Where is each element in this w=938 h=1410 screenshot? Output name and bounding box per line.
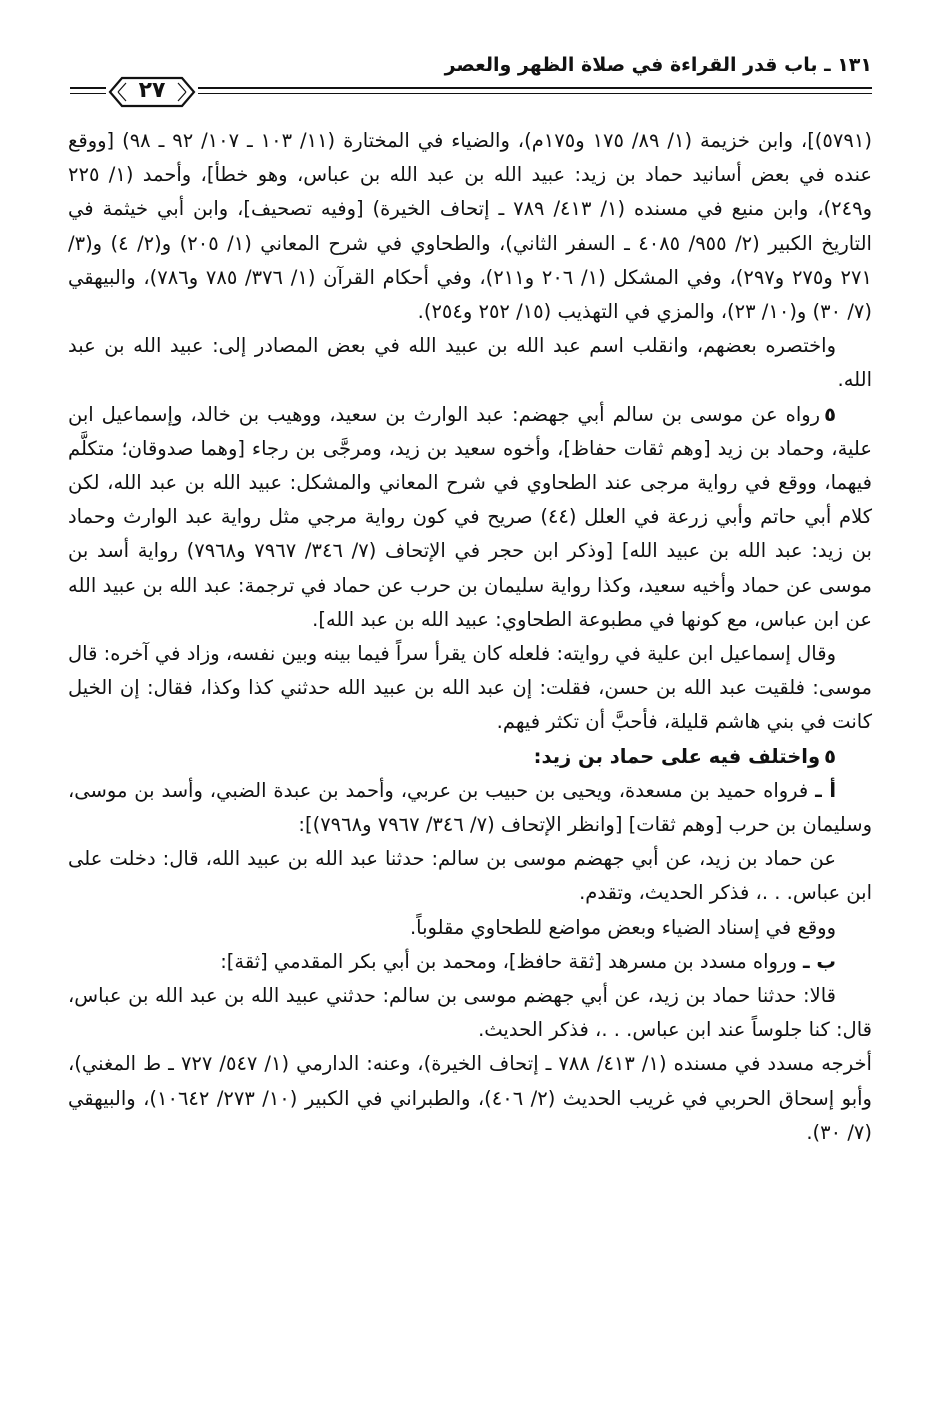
paragraph-text: رواه عن موسى بن سالم أبي جهضم: عبد الوارث بن سعيد، ووهيب بن خالد، وإسماعيل ابن علية، وحماد بن زيد [وهم ثقات حفاظ]، وأخوه سعيد بن زيد، ومرجَّى بن رجاء [وهما صدوقان؛ متكلَّم فيهما، ووقع في رواية مرجى عند الطحاوي في شرح المعاني والمشكل: عبيد الله بن عبد الله، لكن كلام أبي حاتم وأبي زرعة في العلل (٤٤) صريح في كون رواية مرجي مثل رواية عبد الوارث وحماد بن زيد: عبد الله بن عبيد الله] [وذكر ابن حجر في الإتحاف (٧/ ٣٤٦/ ٧٩٦٧ و٧٩٦٨) رواية أسد بن موسى عن حماد وأخيه سعيد، وكذا رواية سليمان بن حرب عن حماد في ترجمة: عبد الله بن عبيد الله عن ابن عباس، مع كونها في مطبوعة الطحاوي: عبيد الله بن عبد الله].	[68, 402, 872, 631]
list-letter: ب ـ	[802, 949, 836, 973]
page-body	[68, 124, 872, 1150]
paragraph-sources	[68, 124, 872, 329]
page-number-badge	[106, 74, 198, 110]
paragraph-takhrij	[68, 1047, 872, 1150]
paragraph-text: (٥٧٩١)]، وابن خزيمة (١/ ٨٩/ ١٧٥ و١٧٥م)، والضياء في المختارة (١١/ ١٠٣ ـ ١٠٧/ ٩٢ ـ ٩٨) [ووقع عنده في بعض أسانيد حماد بن زيد: عبيد الله بن عبد الله بن عباس، وهو خطأ]، وأحمد (١/ ٢٢٥ و٢٤٩)، وابن منيع في مسنده (١/ ٤١٣/ ٧٨٩ ـ إتحاف الخيرة) [وفيه تصحيف]، وابن أبي خيثمة في التاريخ الكبير (٢/ ٩٥٥/ ٤٠٨٥ ـ السفر الثاني)، والطحاوي في شرح المعاني (١/ ٢٠٥) و(٢/ ٤) و(٣/ ٢٧١ و٢٧٥ و٢٩٧)، وفي المشكل (١/ ٢٠٦ و٢١١)، وفي أحكام القرآن (١/ ٣٧٦/ ٧٨٥ و٧٨٦)، والبيهقي (٧/ ٣٠) و(١٠/ ٢٣)، والمزي في التهذيب (١٥/ ٢٥٢ و٢٥٤).	[68, 129, 872, 324]
paragraph-narrators	[68, 398, 872, 637]
paragraph-hammad-chain	[68, 842, 872, 910]
paragraph-text: أخرجه مسدد في مسنده (١/ ٤١٣/ ٧٨٨ ـ إتحاف الخيرة)، وعنه: الدارمي (١/ ٥٤٧/ ٧٢٧ ـ ط المغني)، وأبو إسحاق الحربي في غريب الحديث (٢/ ٤٠٦)، والطبراني في الكبير (١٠/ ٢٧٣/ ١٠٦٤٢)، والبيهقي (٧/ ٣٠).	[68, 1052, 872, 1144]
paragraph-ba	[68, 945, 872, 979]
bullet-marker-icon: ٥	[824, 402, 836, 426]
paragraph-ibn-ulayya	[68, 637, 872, 740]
chapter-title: ١٣١ ـ باب قدر القراءة في صلاة الظهر والعصر	[444, 54, 872, 76]
paragraph-text: وقال إسماعيل ابن علية في روايته: فلعله كان يقرأ سراً فيما بينه وبين نفسه، وزاد في آخره: قال موسى: فلقيت عبد الله بن حسن، فقلت: إن عبد الله بن عبيد الله حدثني كذا وكذا، فقال: إن الخيل كانت في بني هاشم قليلة، فأحبَّ أن تكثر فيهم.	[68, 642, 872, 734]
paragraph-musaddad-chain	[68, 979, 872, 1047]
list-letter: أ ـ	[815, 778, 836, 802]
page-header	[70, 54, 872, 110]
paragraph-text: عن حماد بن زيد، عن أبي جهضم موسى بن سالم: حدثنا عبد الله بن عبيد الله، قال: دخلت على ابن عباس. . .، فذكر الحديث، وتقدم.	[68, 847, 872, 905]
paragraph-text: ورواه مسدد بن مسرهد [ثقة حافظ]، ومحمد بن أبي بكر المقدمي [ثقة]:	[220, 949, 797, 973]
paragraph-text: ووقع في إسناد الضياء وبعض مواضع للطحاوي مقلوباً.	[409, 915, 836, 939]
heading-text: واختلف فيه على حماد بن زيد:	[533, 744, 821, 768]
paragraph-text: واختصره بعضهم، وانقلب اسم عبد الله بن عبيد الله في بعض المصادر إلى: عبيد الله بن عبد الله.	[68, 334, 872, 392]
page-number: ٢٧	[138, 78, 166, 103]
bullet-marker-icon: ٥	[824, 744, 836, 768]
section-heading	[68, 740, 872, 774]
paragraph-abridged	[68, 329, 872, 397]
paragraph-text: فرواه حميد بن مسعدة، ويحيى بن حبيب بن عربي، وأحمد بن عبدة الضبي، وأسد بن موسى، وسليمان بن حرب [وهم ثقات] [وانظر الإتحاف (٧/ ٣٤٦/ ٧٩٦٧ و٧٩٦٨)]:	[68, 778, 872, 837]
paragraph-text: قالا: حدثنا حماد بن زيد، عن أبي جهضم موسى بن سالم: حدثني عبيد الله بن عبد الله بن عباس، قال: كنا جلوساً عند ابن عباس. . .، فذكر الحديث.	[68, 984, 872, 1042]
paragraph-alif	[68, 774, 872, 842]
paragraph-maqlub	[68, 911, 872, 945]
